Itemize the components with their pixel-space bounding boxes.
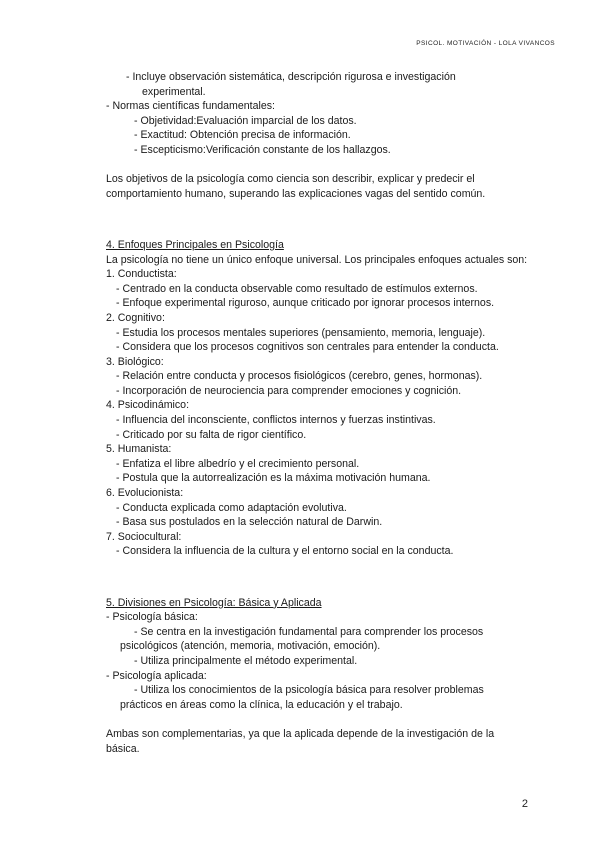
- approach-point: - Estudia los procesos mentales superiores (pensamiento, memoria, lenguaje).: [116, 326, 486, 339]
- approach-point: - Considera la influencia de la cultura y el entorno social en la conducta.: [116, 545, 454, 558]
- norms-title: - Normas científicas fundamentales:: [106, 100, 275, 113]
- approach-point: - Criticado por su falta de rigor científico.: [116, 428, 307, 441]
- approach-point: - Considera que los procesos cognitivos son centrales para entender la conducta.: [116, 341, 499, 354]
- method-line-2: experimental.: [142, 85, 206, 98]
- page-header: PSICOL. MOTIVACIÓN - LOLA VIVANCOS: [416, 40, 555, 47]
- page-number: 2: [521, 798, 528, 810]
- section-4-intro: La psicología no tiene un único enfoque universal. Los principales enfoques actuales son:: [106, 253, 528, 266]
- section-4-heading: 4. Enfoques Principales en Psicología: [106, 238, 284, 251]
- objectives-paragraph: Los objetivos de la psicología como ciencia son describir, explicar y predecir el comportamiento humano, superando las explicaciones vagas del sentido común.: [106, 173, 486, 200]
- approach-point: - Incorporación de neurociencia para comprender emociones y cognición.: [116, 384, 462, 397]
- approach-title: 7. Sociocultural:: [106, 530, 182, 543]
- basic-point-line-2: psicológicos (atención, memoria, motivación, emoción).: [120, 640, 381, 653]
- approach-point: - Influencia del inconsciente, conflictos internos y fuerzas instintivas.: [116, 414, 436, 427]
- approach-point: - Enfoque experimental riguroso, aunque criticado por ignorar procesos internos.: [116, 297, 495, 310]
- applied-point-line-2: prácticos en áreas como la clínica, la educación y el trabajo.: [120, 698, 403, 711]
- approach-title: 1. Conductista:: [106, 268, 177, 281]
- approach-point: - Enfatiza el libre albedrío y el crecimiento personal.: [116, 457, 360, 470]
- section-5-heading: 5. Divisiones en Psicología: Básica y Aplicada: [106, 596, 322, 609]
- norm-item: - Objetividad:Evaluación imparcial de los datos.: [134, 114, 357, 127]
- method-line-1: - Incluye observación sistemática, descripción rigurosa e investigación: [126, 71, 456, 83]
- norm-item: - Exactitud: Obtención precisa de información.: [134, 129, 351, 142]
- conclusion-paragraph: Ambas son complementarias, ya que la aplicada depende de la investigación de la básica.: [106, 727, 495, 755]
- basic-point-line-1: - Se centra en la investigación fundamental para comprender los procesos: [134, 625, 484, 638]
- approach-point: - Basa sus postulados en la selección natural de Darwin.: [116, 516, 383, 529]
- basic-point-2: - Utiliza principalmente el método experimental.: [134, 654, 358, 667]
- approach-title: 4. Psicodinámico:: [106, 399, 190, 412]
- applied-psychology-title: - Psicología aplicada:: [106, 669, 207, 682]
- approach-title: 2. Cognitivo:: [106, 311, 165, 324]
- approach-point: - Centrado en la conducta observable como resultado de estímulos externos.: [116, 282, 478, 295]
- applied-point-line-1: - Utiliza los conocimientos de la psicología básica para resolver problemas: [134, 684, 484, 697]
- approach-title: 3. Biológico:: [106, 355, 164, 368]
- approach-title: 6. Evolucionista:: [106, 487, 184, 500]
- approach-point: - Conducta explicada como adaptación evolutiva.: [116, 501, 347, 514]
- basic-psychology-title: - Psicología básica:: [106, 611, 198, 624]
- approach-point: - Relación entre conducta y procesos fisiológicos (cerebro, genes, hormonas).: [116, 370, 483, 383]
- norm-item: - Escepticismo:Verificación constante de los hallazgos.: [134, 143, 391, 156]
- approach-title: 5. Humanista:: [106, 443, 172, 456]
- approach-point: - Postula que la autorrealización es la máxima motivación humana.: [116, 472, 431, 485]
- page-content: [106, 70, 530, 756]
